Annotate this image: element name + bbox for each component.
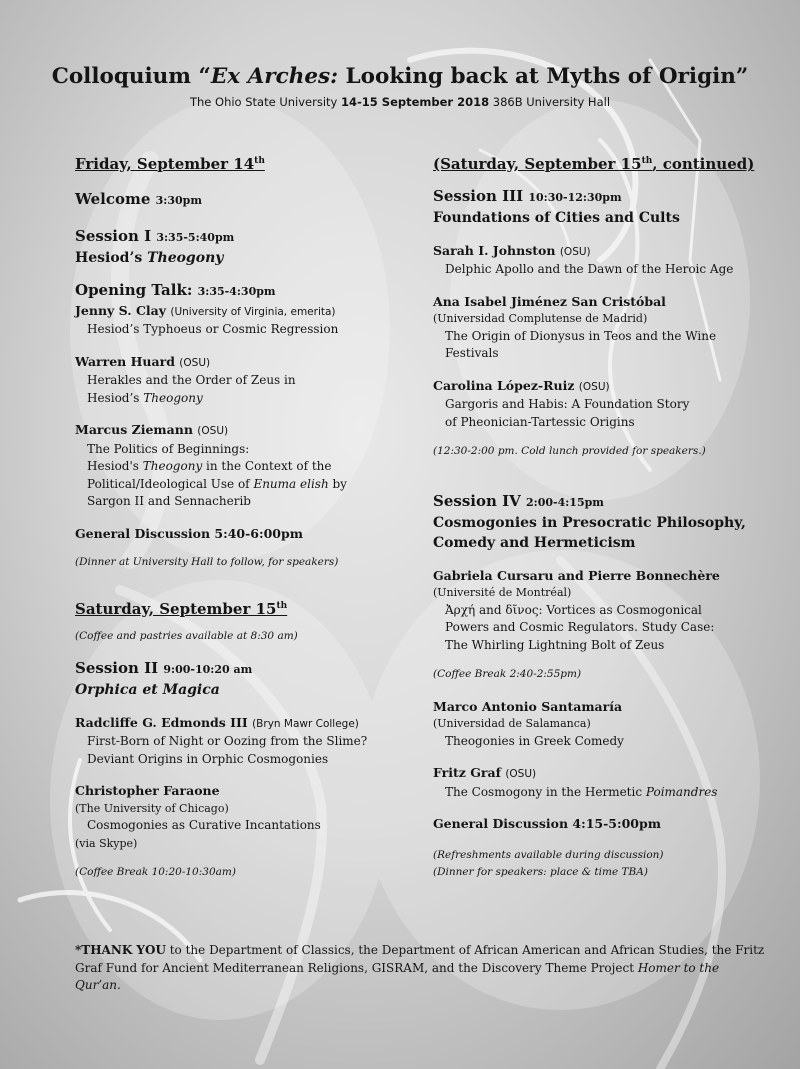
refreshments-note: (Refreshments available during discussion) <box>433 848 664 861</box>
left-column <box>75 153 405 882</box>
coffee-break-1: (Coffee Break 10:20-10:30am) <box>75 866 236 878</box>
dinner-note-2: (Dinner for speakers: place & time TBA) <box>433 866 648 878</box>
coffee-break-2: (Coffee Break 2:40-2:55pm) <box>433 668 582 680</box>
opening-talk: Opening Talk: 3:35-4:30pm Jenny S. Clay (University of Virginia, emerita) Hesiod’s Typhoeus or Cosmic Regression <box>75 280 339 336</box>
general-discussion-1: General Discussion 5:40-6:00pm <box>75 525 303 541</box>
talk-faraone: Christopher Faraone (The University of Chicago) Cosmogonies as Curative Incantations (via Skype) <box>75 783 321 850</box>
talk-jimenez: Ana Isabel Jiménez San Cristóbal (Universidad Complutense de Madrid) The Origin of Dionysus in Teos and the Wine Festivals <box>433 293 717 360</box>
saturday-continued-heading: (Saturday, September 15th, continued) <box>433 155 755 173</box>
coffee-am-note: (Coffee and pastries available at 8:30 am) <box>75 630 298 642</box>
session-3: Session III 10:30-12:30pm Foundations of Cities and Cults <box>433 186 680 226</box>
talk-graf: Fritz Graf (OSU) The Cosmogony in the Hermetic Poimandres <box>433 765 718 799</box>
right-column <box>433 153 783 882</box>
friday-heading: Friday, September 14th <box>75 155 265 173</box>
talk-ziemann: Marcus Ziemann (OSU) The Politics of Beginnings: Hesiod's Theogony in the Context of the Political/Ideological Use of Enuma elish by Sargon II and Sennacherib <box>75 422 347 508</box>
session-1: Session I 3:35-5:40pm Hesiod’s Theogony <box>75 226 235 266</box>
page-title: Colloquium “Ex Arches: Looking back at Myths of Origin” <box>51 64 749 89</box>
talk-johnston: Sarah I. Johnston (OSU) Delphic Apollo and the Dawn of the Heroic Age <box>433 242 734 276</box>
general-discussion-2: General Discussion 4:15-5:00pm <box>433 816 661 831</box>
dinner-note-1: (Dinner at University Hall to follow, for speakers) <box>75 556 339 568</box>
acknowledgements: *THANK YOU to the Department of Classics, the Department of African American and African Studies, the Fritz Graf Fund for Ancient Mediterranean Religions, GISRAM, and the Discovery Theme Project Homer to the Qur’an. <box>75 943 765 992</box>
saturday-heading: Saturday, September 15th <box>75 599 288 618</box>
welcome-item: Welcome 3:30pm <box>75 189 202 208</box>
page-subtitle: The Ohio State University 14-15 September 2018 386B University Hall <box>189 95 611 109</box>
talk-santamaria: Marco Antonio Santamaría (Universidad de Salamanca) Theogonies in Greek Comedy <box>433 698 624 748</box>
talk-edmonds: Radcliffe G. Edmonds III (Bryn Mawr College) First-Born of Night or Oozing from the Slime? Deviant Origins in Orphic Cosmogonies <box>75 714 368 766</box>
talk-huard: Warren Huard (OSU) Herakles and the Order of Zeus in Hesiod’s Theogony <box>75 353 296 405</box>
talk-cursaru: Gabriela Cursaru and Pierre Bonnechère (Université de Montréal) Ἀρχή and δῖνος: Vortices as Cosmogonical Powers and Cosmic Regulators. Study Case: The Whirling Lightning Bolt of Zeus <box>433 567 720 652</box>
session-4: Session IV 2:00-4:15pm Cosmogonies in Presocratic Philosophy, Comedy and Hermeticism <box>433 491 746 551</box>
lunch-note: (12:30-2:00 pm. Cold lunch provided for speakers.) <box>433 445 706 457</box>
session-2: Session II 9:00-10:20 am Orphica et Magica <box>75 658 253 698</box>
talk-lopez: Carolina López-Ruiz (OSU) Gargoris and Habis: A Foundation Story of Pheonician-Tartessic Origins <box>433 377 690 429</box>
